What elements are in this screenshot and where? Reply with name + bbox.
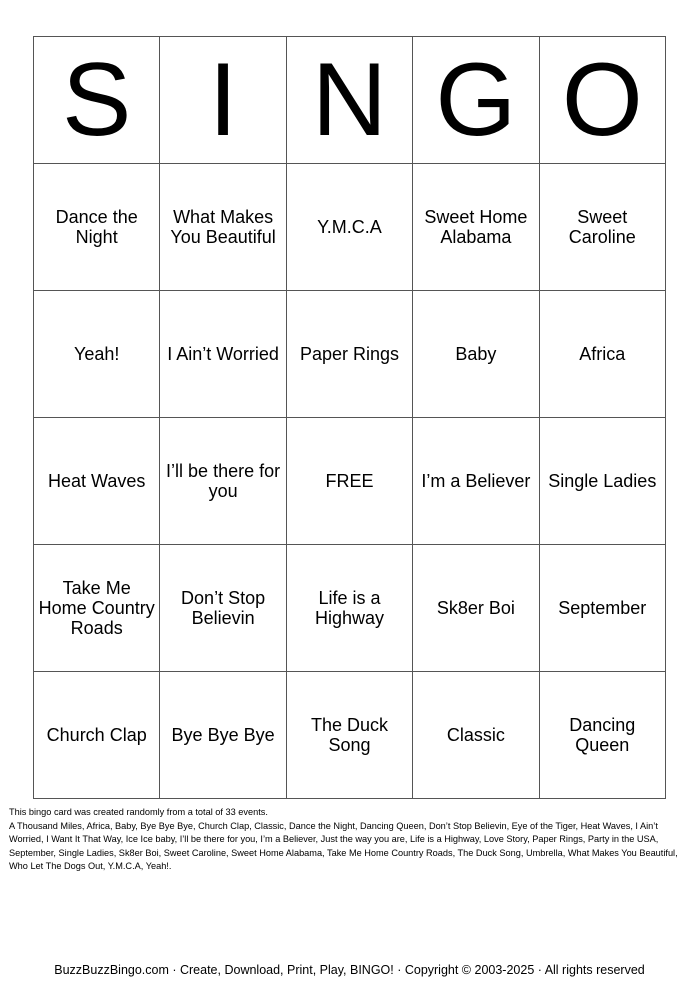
header-letter: G (413, 37, 539, 164)
bingo-cell: The Duck Song (286, 672, 412, 799)
header-row (34, 37, 666, 164)
free-cell: FREE (286, 418, 412, 545)
bingo-cell: Sk8er Boi (413, 545, 539, 672)
header-letter: I (160, 37, 286, 164)
bingo-cell: Africa (539, 291, 665, 418)
event-list: A Thousand Miles, Africa, Baby, Bye Bye Bye, Church Clap, Classic, Dance the Night, Dancing Queen, Don’t Stop Believin, Eye of the Tiger, Heat Waves, I Ain’t Worried, I Want It That Way, Ice Ice baby, I’ll be there for you, I’m a Believer, Just the way you are, Life is a Highway, Love Story, Paper Rings, Party in the USA, September, Single Ladies, Sk8er Boi, Sweet Caroline, Sweet Home Alabama, Take Me Home Country Roads, The Duck Song, Umbrella, What Makes You Beautiful, Who Let The Dogs Out, Y.M.C.A, Yeah!. (9, 820, 678, 871)
bingo-cell: Yeah! (34, 291, 160, 418)
bingo-cell: Dance the Night (34, 164, 160, 291)
header-letter: N (286, 37, 412, 164)
bingo-cell: September (539, 545, 665, 672)
bingo-cell: Y.M.C.A (286, 164, 412, 291)
bingo-cell: I’m a Believer (413, 418, 539, 545)
bingo-cell: What Makes You Beautiful (160, 164, 286, 291)
card-row (34, 672, 666, 799)
header-letter: S (34, 37, 160, 164)
bingo-cell: I’ll be there for you (160, 418, 286, 545)
footer-text: BuzzBuzzBingo.com · Create, Download, Print, Play, BINGO! · Copyright © 2003-2025 · All rights reserved (54, 963, 645, 977)
card-info (9, 806, 685, 874)
card-summary: This bingo card was created randomly from a total of 33 events. (9, 807, 268, 817)
bingo-cell: Take Me Home Country Roads (34, 545, 160, 672)
card-row (34, 545, 666, 672)
header-letter: O (539, 37, 665, 164)
card-row (34, 164, 666, 291)
card-row (34, 418, 666, 545)
bingo-cell: Heat Waves (34, 418, 160, 545)
bingo-cell: Life is a Highway (286, 545, 412, 672)
bingo-cell: Sweet Home Alabama (413, 164, 539, 291)
bingo-cell: Paper Rings (286, 291, 412, 418)
bingo-cell: Don’t Stop Believin (160, 545, 286, 672)
bingo-cell: Dancing Queen (539, 672, 665, 799)
bingo-cell: Single Ladies (539, 418, 665, 545)
bingo-cell: I Ain’t Worried (160, 291, 286, 418)
bingo-cell: Bye Bye Bye (160, 672, 286, 799)
bingo-cell: Church Clap (34, 672, 160, 799)
bingo-cell: Baby (413, 291, 539, 418)
bingo-cell: Sweet Caroline (539, 164, 665, 291)
bingo-cell: Classic (413, 672, 539, 799)
bingo-card (33, 36, 666, 799)
card-row (34, 291, 666, 418)
